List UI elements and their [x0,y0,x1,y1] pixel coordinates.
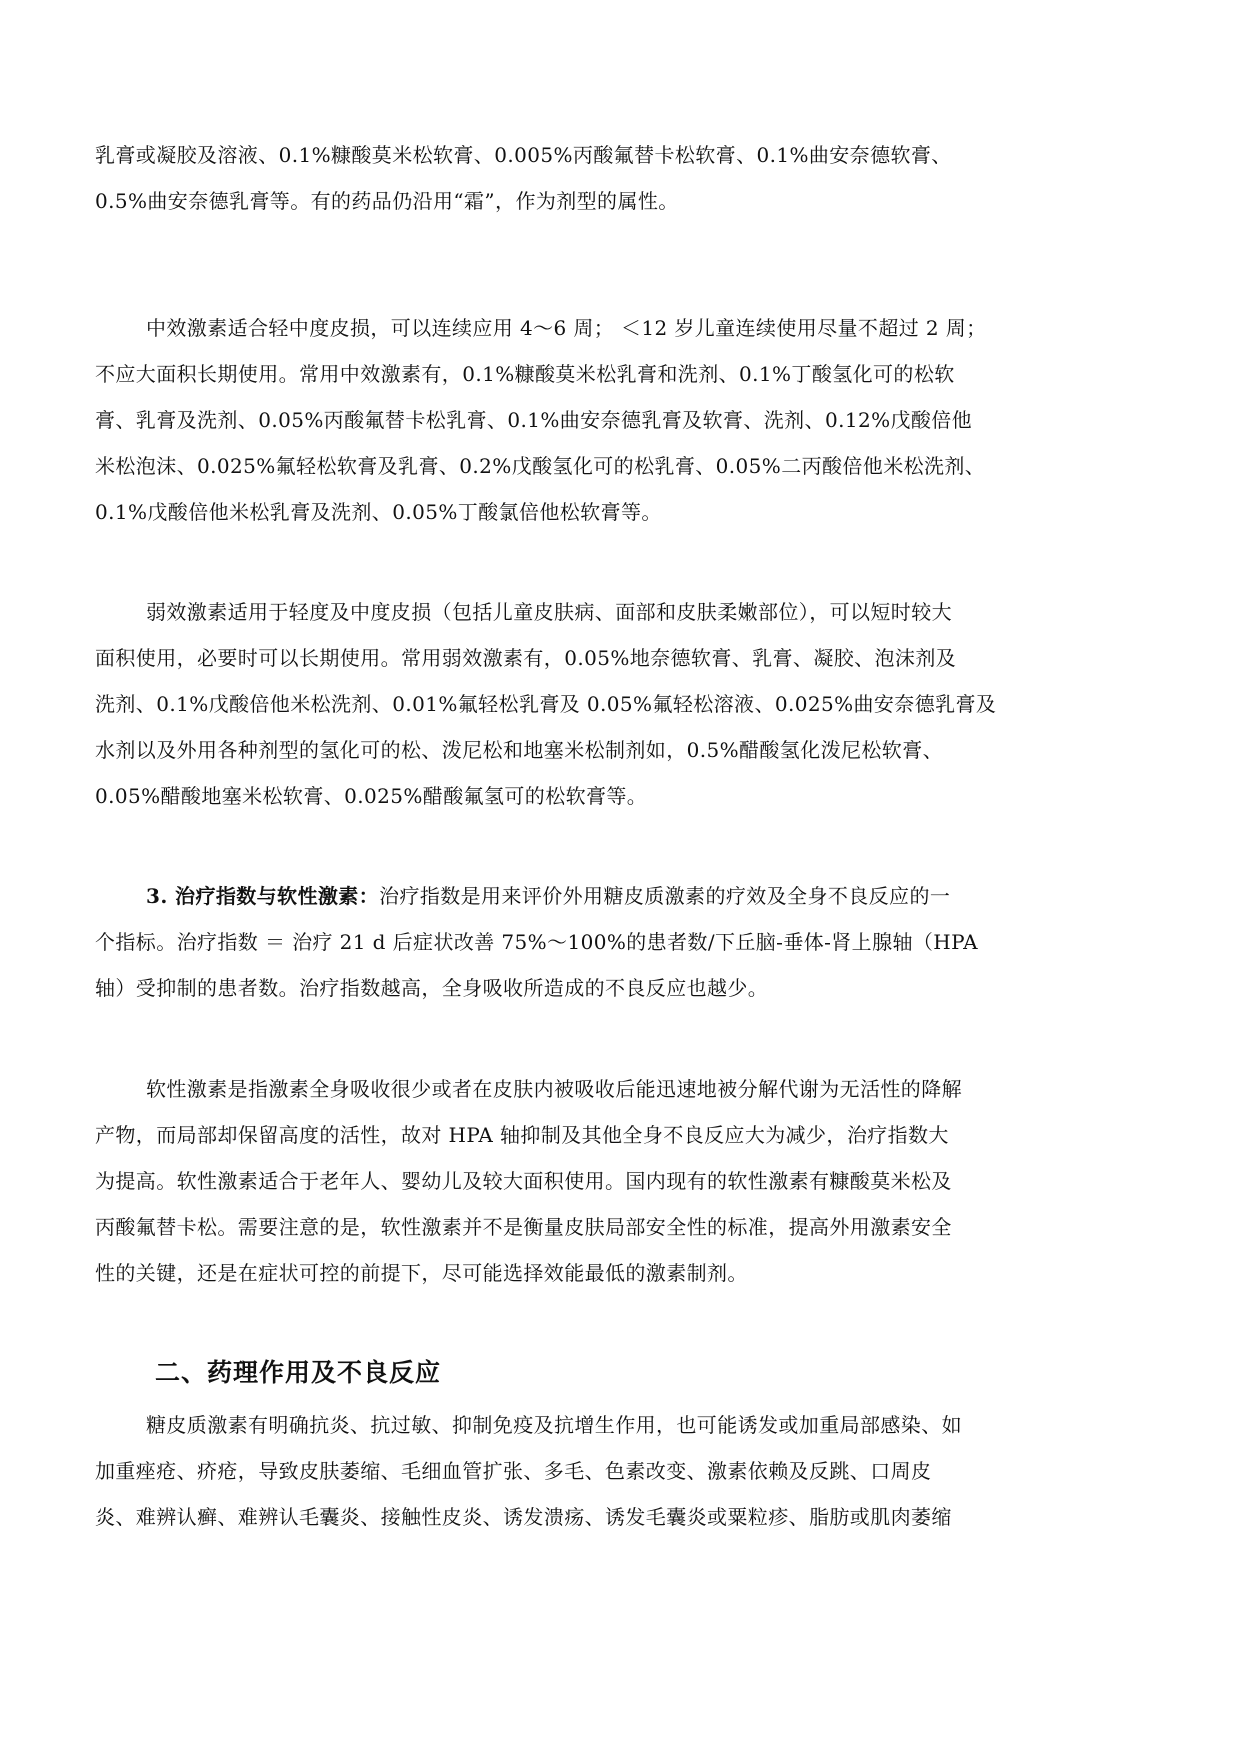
p2-line-3: 膏、乳膏及洗剂、0.05%丙酸氟替卡松乳膏、0.1%曲安奈德乳膏及软膏、洗剂、0.12%戊酸倍他 [95,408,973,432]
p2-line-5: 0.1%戊酸倍他米松乳膏及洗剂、0.05%丁酸氯倍他松软膏等。 [95,500,662,524]
p3-line-3: 洗剂、0.1%戊酸倍他米松洗剂、0.01%氟轻松乳膏及 0.05%氟轻松溶液、0.025%曲安奈德乳膏及 [95,692,997,716]
p4-line-3: 轴）受抑制的患者数。治疗指数越高，全身吸收所造成的不良反应也越少。 [95,976,769,1000]
p5-line-1: 软性激素是指激素全身吸收很少或者在皮肤内被吸收后能迅速地被分解代谢为无活性的降解 [146,1077,962,1101]
p3-line-1: 弱效激素适用于轻度及中度皮损（包括儿童皮肤病、面部和皮肤柔嫩部位），可以短时较大 [146,600,952,624]
p5-line-3: 为提高。软性激素适合于老年人、婴幼儿及较大面积使用。国内现有的软性激素有糠酸莫米松及 [95,1169,952,1193]
p6-line-1: 糖皮质激素有明确抗炎、抗过敏、抑制免疫及抗增生作用，也可能诱发或加重局部感染、如 [146,1413,962,1437]
p2-line-4: 米松泡沫、0.025%氟轻松软膏及乳膏、0.2%戊酸氢化可的松乳膏、0.05%二丙酸倍他米松洗剂、 [95,454,986,478]
p4-bold-lead: 3. 治疗指数与软性激素： [146,884,380,908]
p2-line-1: 中效激素适合轻中度皮损，可以连续应用 4～6 周； ＜12 岁儿童连续使用尽量不超过 2 周； [146,316,987,340]
section-heading: 二、药理作用及不良反应 [155,1358,442,1387]
p1-line-1: 乳膏或凝胶及溶液、0.1%糠酸莫米松软膏、0.005%丙酸氟替卡松软膏、0.1%曲安奈德软膏、 [95,143,952,167]
p3-line-4: 水剂以及外用各种剂型的氢化可的松、泼尼松和地塞米松制剂如，0.5%醋酸氢化泼尼松软膏、 [95,738,944,762]
p3-line-5: 0.05%醋酸地塞米松软膏、0.025%醋酸氟氢可的松软膏等。 [95,784,648,808]
p5-line-5: 性的关键，还是在症状可控的前提下，尽可能选择效能最低的激素制剂。 [95,1261,748,1285]
p1-line-2: 0.5%曲安奈德乳膏等。有的药品仍沿用“霜”，作为剂型的属性。 [95,189,679,213]
p5-line-2: 产物，而局部却保留高度的活性，故对 HPA 轴抑制及其他全身不良反应大为减少，治疗指数大 [95,1123,949,1147]
p4-line-1 [146,881,950,911]
p4-line-2: 个指标。治疗指数 ＝ 治疗 21 d 后症状改善 75%～100%的患者数/下丘脑-垂体-肾上腺轴（HPA [95,930,978,954]
p3-line-2: 面积使用，必要时可以长期使用。常用弱效激素有，0.05%地奈德软膏、乳膏、凝胶、泡沫剂及 [95,646,957,670]
p6-line-3: 炎、难辨认癣、难辨认毛囊炎、接触性皮炎、诱发溃疡、诱发毛囊炎或粟粒疹、脂肪或肌肉萎缩 [95,1505,952,1529]
p2-line-2: 不应大面积长期使用。常用中效激素有，0.1%糠酸莫米松乳膏和洗剂、0.1%丁酸氢化可的松软 [95,362,955,386]
p6-line-2: 加重痤疮、疥疮，导致皮肤萎缩、毛细血管扩张、多毛、色素改变、激素依赖及反跳、口周皮 [95,1459,932,1483]
p4-first-rest: 治疗指数是用来评价外用糖皮质激素的疗效及全身不良反应的一 [379,884,951,908]
p5-line-4: 丙酸氟替卡松。需要注意的是，软性激素并不是衡量皮肤局部安全性的标准，提高外用激素安全 [95,1215,952,1239]
